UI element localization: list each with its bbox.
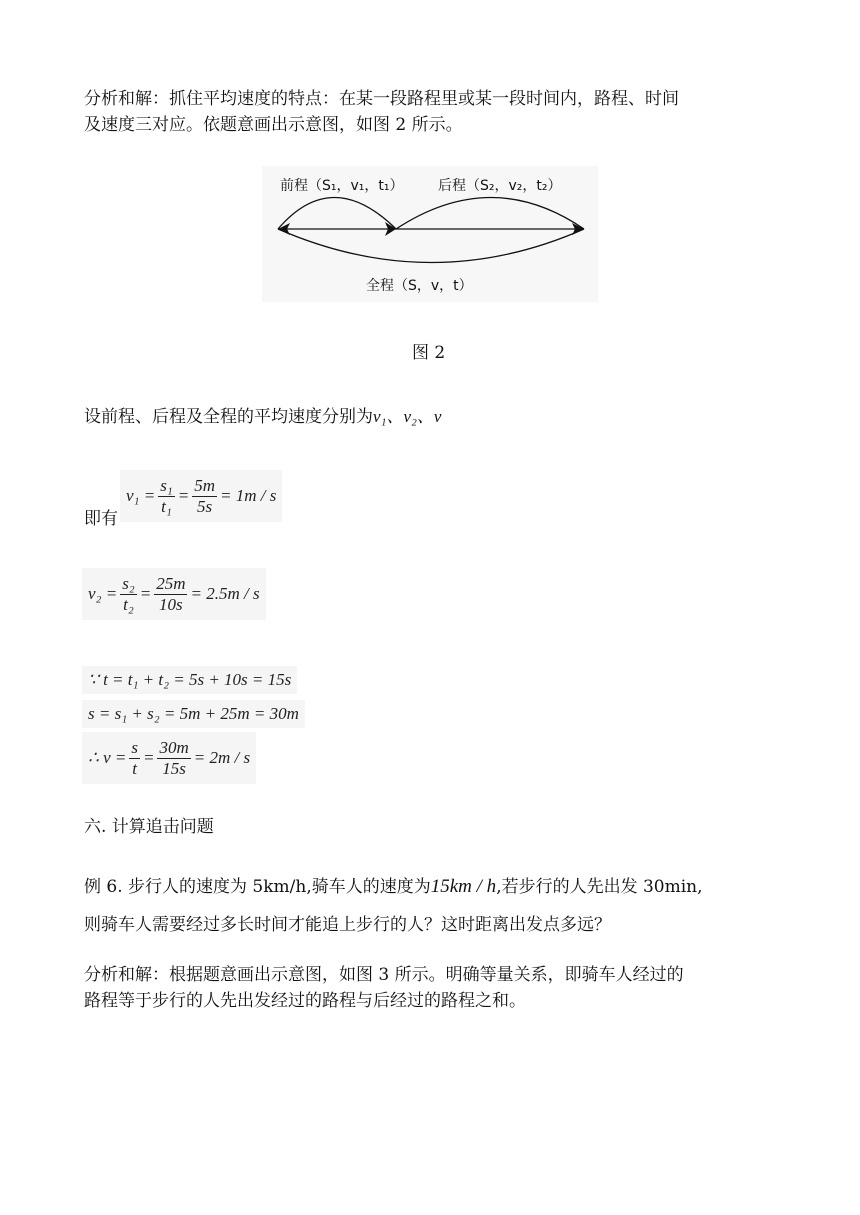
- analysis-paragraph-3: [84, 962, 684, 1014]
- eq5-num2: 30m: [159, 737, 189, 757]
- eq1-fraction-1: [158, 476, 175, 517]
- figure-2-diagram: [262, 166, 598, 302]
- eq2-lhs: v₂ =: [88, 584, 118, 603]
- eq5-result: = 2m / s: [193, 748, 251, 767]
- equation-total-time: ∵ t = t₁ + t₂ = 5s + 10s = 15s: [82, 666, 297, 694]
- analysis-line-2: 及速度三对应。依题意画出示意图，如图 2 所示。: [84, 115, 463, 135]
- eq5-den1: t: [132, 758, 138, 778]
- eq5-equals: =: [142, 748, 155, 767]
- equation-v1: [120, 470, 282, 522]
- example-6-text-b: ,若步行的人先出发 30min,: [496, 877, 703, 897]
- eq2-den2: 10s: [159, 594, 183, 614]
- analysis-3-line-1: 分析和解：根据题意画出示意图，如图 3 所示。明确等量关系，即骑车人经过的: [84, 965, 684, 985]
- figure-caption: 图 2: [412, 343, 446, 363]
- equation-total-distance: s = s₁ + s₂ = 5m + 25m = 30m: [82, 700, 305, 728]
- eq1-fraction-2: [192, 476, 217, 517]
- label-back-segment: 后程（S₂，v₂，t₂）: [438, 178, 562, 194]
- example-6-line-2: 则骑车人需要经过多长时间才能追上步行的人？这时距离出发点多远？: [84, 915, 611, 935]
- analysis-line-1: 分析和解：抓住平均速度的特点：在某一段路程里或某一段时间内，路程、时间: [84, 89, 679, 109]
- equation-v2: [82, 568, 266, 620]
- section-6-title: 六. 计算追击问题: [84, 817, 214, 837]
- eq5-fraction-2: [157, 738, 190, 779]
- example-6-line-1: [84, 874, 703, 900]
- cyclist-speed: 15km / h: [430, 876, 497, 897]
- eq1-lhs: v₁ =: [126, 486, 156, 505]
- velocity-symbols: v₁、v₂、v: [373, 407, 442, 426]
- front-arc: [278, 198, 396, 230]
- eq2-den1: t₂: [123, 594, 134, 614]
- definition-text: 设前程、后程及全程的平均速度分别为: [84, 407, 373, 427]
- eq1-prefix: 即有: [84, 509, 118, 529]
- definition-paragraph: [84, 404, 441, 430]
- eq1-num1: s₁: [160, 475, 173, 495]
- eq2-result: = 2.5m / s: [190, 584, 260, 603]
- analysis-paragraph-1: [84, 86, 679, 138]
- eq5-fraction-1: [129, 738, 140, 779]
- label-front-segment: 前程（S₁，v₁，t₁）: [280, 178, 404, 194]
- eq2-fraction-1: [120, 574, 137, 615]
- eq2-equals: =: [139, 584, 152, 603]
- eq1-den2: 5s: [197, 496, 213, 516]
- eq5-den2: 15s: [162, 758, 186, 778]
- eq1-den1: t₁: [161, 496, 172, 516]
- eq5-num1: s: [131, 737, 138, 757]
- equation-v: [82, 732, 256, 784]
- back-arc: [396, 198, 584, 230]
- eq5-lhs: ∴ v =: [88, 748, 127, 767]
- eq2-num2: 25m: [156, 573, 186, 593]
- eq1-num2: 5m: [194, 475, 215, 495]
- label-whole-segment: 全程（S，v，t）: [366, 278, 473, 294]
- analysis-3-line-2: 路程等于步行的人先出发经过的路程与后经过的路程之和。: [84, 991, 526, 1011]
- eq2-fraction-2: [154, 574, 187, 615]
- eq1-result: = 1m / s: [219, 486, 277, 505]
- example-6-text-a: 例 6. 步行人的速度为 5km/h,骑车人的速度为: [84, 877, 431, 897]
- whole-arc: [278, 229, 584, 263]
- eq1-equals: =: [177, 486, 190, 505]
- eq2-num1: s₂: [122, 573, 135, 593]
